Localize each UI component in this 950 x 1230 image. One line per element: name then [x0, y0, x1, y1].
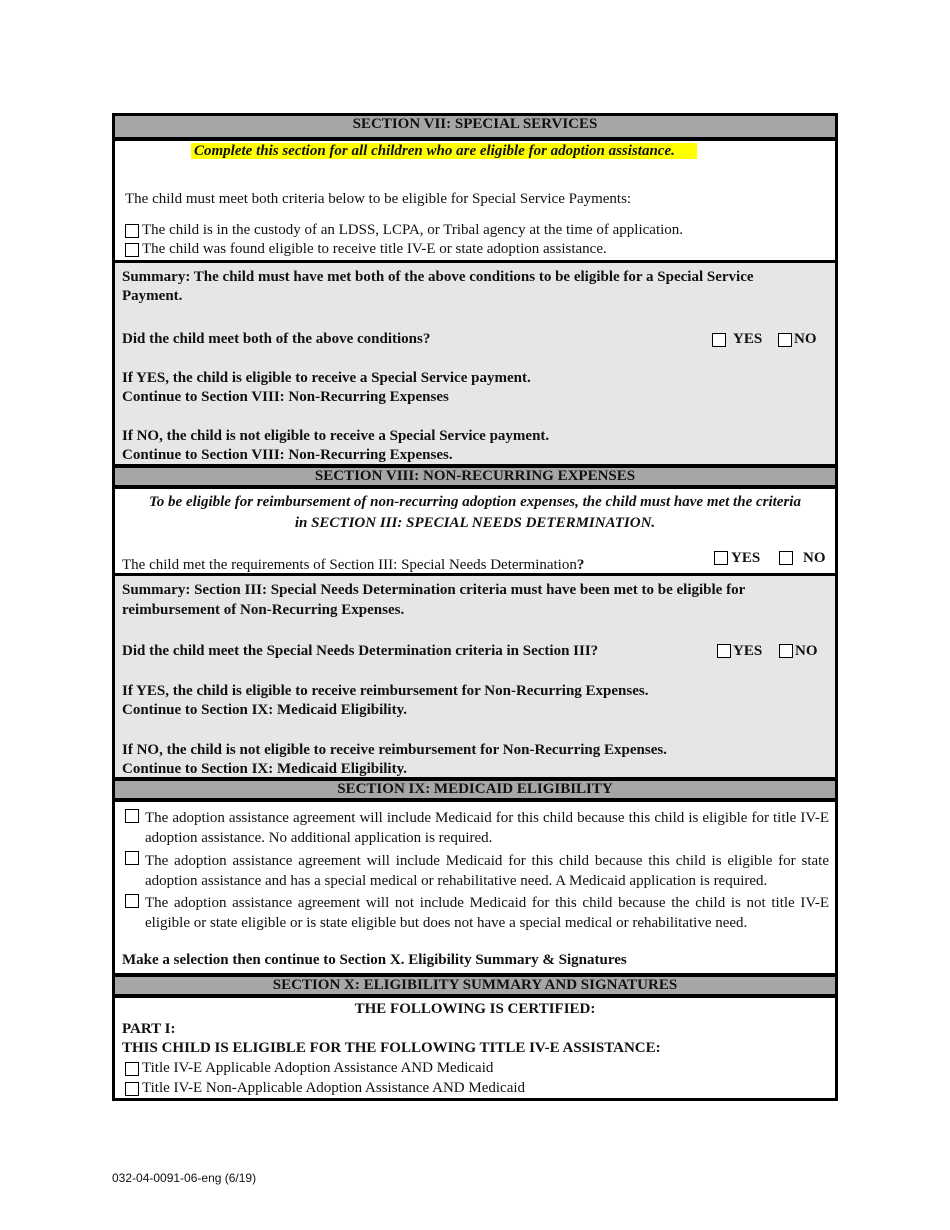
criteria-eligible-label: The child was found eligible to receive title IV-E or state adoption assistance. [142, 241, 607, 257]
medicaid-option-2-checkbox[interactable] [125, 851, 139, 865]
title-ive-non-applicable-label: Title IV-E Non-Applicable Adoption Assistance AND Medicaid [142, 1080, 526, 1096]
s7-yes-checkbox[interactable] [712, 333, 726, 347]
criteria-eligible-checkbox[interactable] [125, 243, 139, 257]
s7-summary-line1: Summary: The child must have met both of the above conditions to be eligible for a Special Service [122, 269, 754, 285]
title-ive-non-applicable-checkbox[interactable] [125, 1082, 139, 1096]
s8-intro-line1: To be eligible for reimbursement of non-recurring adoption expenses, the child must have met the criteria [149, 494, 801, 510]
s8-no-label: NO [795, 643, 818, 659]
s7-if-yes-1: If YES, the child is eligible to receive a Special Service payment. [122, 370, 531, 386]
s8-no-checkbox[interactable] [779, 644, 793, 658]
s8-summary-panel [115, 573, 835, 779]
title-ive-applicable-checkbox[interactable] [125, 1062, 139, 1076]
s7-no-checkbox[interactable] [778, 333, 792, 347]
s8-yes-checkbox[interactable] [717, 644, 731, 658]
s7-summary-line2: Payment. [122, 288, 183, 304]
s8-if-no-2: Continue to Section IX: Medicaid Eligibility. [122, 761, 408, 777]
s8-if-yes-2: Continue to Section IX: Medicaid Eligibility. [122, 702, 408, 718]
s10-part: PART I: [122, 1021, 176, 1037]
criteria-custody-label: The child is in the custody of an LDSS, LCPA, or Tribal agency at the time of application. [142, 222, 684, 238]
s8-met-no-checkbox[interactable] [779, 551, 793, 565]
s8-summary-line1: Summary: Section III: Special Needs Determination criteria must have been met to be eligible for [122, 582, 746, 598]
s8-summary-line2: reimbursement of Non-Recurring Expenses. [122, 602, 405, 618]
s9-next-instruction: Make a selection then continue to Section X. Eligibility Summary & Signatures [122, 952, 627, 968]
s8-met-no-label: NO [803, 550, 826, 566]
s8-met-yes-label: YES [731, 550, 761, 566]
s7-if-no-2: Continue to Section VIII: Non-Recurring Expenses. [122, 447, 453, 463]
s7-instruction: Complete this section for all children who are eligible for adoption assistance. [191, 142, 697, 161]
s8-met-yes-checkbox[interactable] [714, 551, 728, 565]
section-ix-header: SECTION IX: MEDICAID ELIGIBILITY [115, 777, 835, 802]
s10-certified: THE FOLLOWING IS CERTIFIED: [354, 1001, 596, 1017]
form-number-footer: 032-04-0091-06-eng (6/19) [112, 1171, 257, 1185]
s8-if-no-1: If NO, the child is not eligible to receive reimbursement for Non-Recurring Expenses. [122, 742, 667, 758]
title-ive-applicable-label: Title IV-E Applicable Adoption Assistance AND Medicaid [142, 1060, 494, 1076]
s7-no-label: NO [794, 331, 817, 347]
section-viii-header: SECTION VIII: NON-RECURRING EXPENSES [115, 464, 835, 489]
s7-question: Did the child meet both of the above conditions? [122, 331, 431, 347]
medicaid-option-2-label: The adoption assistance agreement will include Medicaid for this child because this child is eligible for state adoption assistance and has a special medical or rehabilitative need. A Medicaid application is required. [145, 853, 829, 889]
medicaid-option-3-label: The adoption assistance agreement will not include Medicaid for this child because the child is not title IV-E eligible or state eligible or is state eligible but does not have a special medical or rehabilitative need. [145, 895, 829, 931]
s8-if-yes-1: If YES, the child is eligible to receive reimbursement for Non-Recurring Expenses. [122, 683, 649, 699]
criteria-custody-checkbox[interactable] [125, 224, 139, 238]
medicaid-option-1-checkbox[interactable] [125, 809, 139, 823]
s7-if-yes-2: Continue to Section VIII: Non-Recurring Expenses [122, 389, 449, 405]
s8-yes-label: YES [733, 643, 763, 659]
form-frame [112, 113, 838, 1101]
section-x-header: SECTION X: ELIGIBILITY SUMMARY AND SIGNATURES [115, 973, 835, 998]
s7-criteria-intro: The child must meet both criteria below to be eligible for Special Service Payments: [125, 191, 632, 207]
s7-if-no-1: If NO, the child is not eligible to receive a Special Service payment. [122, 428, 550, 444]
medicaid-option-1-label: The adoption assistance agreement will include Medicaid for this child because this child is eligible for title IV-E adoption assistance. No additional application is required. [145, 810, 829, 846]
s8-intro-line2: in SECTION III: SPECIAL NEEDS DETERMINATION. [294, 515, 656, 531]
s10-eligible: THIS CHILD IS ELIGIBLE FOR THE FOLLOWING TITLE IV-E ASSISTANCE: [122, 1040, 661, 1056]
s7-summary-panel [115, 260, 835, 467]
s8-met-text: The child met the requirements of Section III: Special Needs Determination? [122, 557, 585, 573]
medicaid-option-3-checkbox[interactable] [125, 894, 139, 908]
s7-yes-label: YES [733, 331, 763, 347]
s8-question: Did the child meet the Special Needs Determination criteria in Section III? [122, 643, 599, 659]
section-vii-header: SECTION VII: SPECIAL SERVICES [115, 116, 835, 141]
